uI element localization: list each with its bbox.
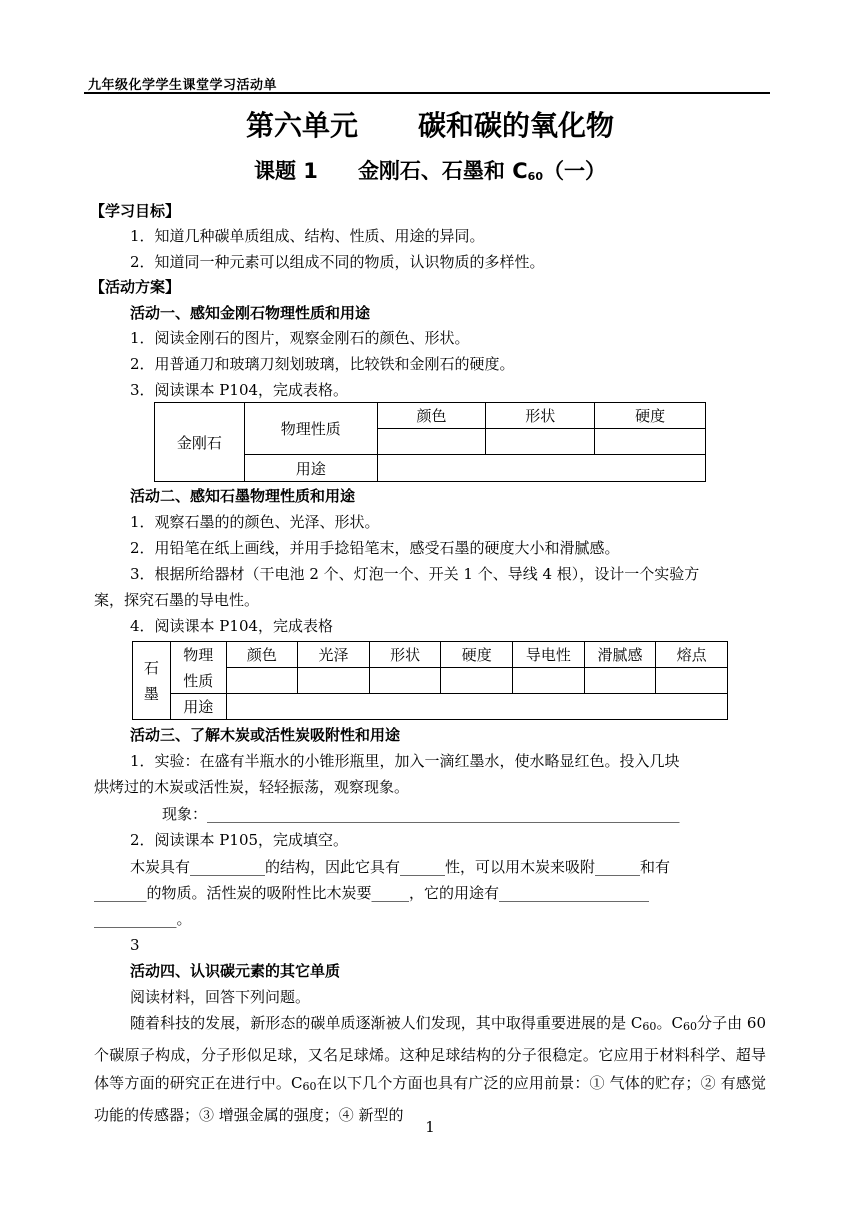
fill-blank-line[interactable]: 木炭具有__________的结构，因此它具有______性，可以用木炭来吸附______和有	[130, 858, 671, 876]
activity2-title: 活动二、感知石墨物理性质和用途	[130, 487, 356, 505]
answer-cell[interactable]	[486, 429, 595, 455]
diamond-table	[154, 402, 706, 482]
page-subtitle	[0, 155, 860, 185]
subtitle-part3: （一）	[542, 159, 606, 183]
answer-cell[interactable]	[377, 455, 705, 482]
activity2-step: 案，探究石墨的导电性。	[94, 591, 260, 609]
activity1-title: 活动一、感知金刚石物理性质和用途	[130, 304, 371, 322]
page-header: 九年级化学学生课堂学习活动单	[88, 78, 278, 93]
use-label: 用途	[170, 694, 226, 720]
activity1-step: 1．阅读金刚石的图片，观察金刚石的颜色、形状。	[130, 329, 470, 347]
physical-props-label: 物理性质	[244, 403, 377, 455]
subtitle-lesson: 课题 1	[254, 159, 318, 183]
activity3-line: 烘烤过的木炭或活性炭，轻轻振荡，观察现象。	[94, 778, 410, 796]
answer-cell[interactable]	[226, 668, 298, 694]
answer-cell[interactable]	[298, 668, 370, 694]
column-header: 硬度	[441, 642, 513, 668]
column-header: 光泽	[298, 642, 370, 668]
subtitle-topic: 金刚石、石墨和 C	[357, 159, 528, 183]
title-unit: 第六单元	[245, 109, 358, 142]
passage-text: 分子由 60 个碳原子构成，分子形似足球，又名足球烯。这种足球结构的分子很稳定。它应用于材料科学、超导体等方面的研究正在进行中。C	[94, 1014, 766, 1092]
activity3-line: 1．实验：在盛有半瓶水的小锥形瓶里，加入一滴红墨水，使水略显红色。投入几块	[130, 752, 680, 770]
column-header: 形状	[369, 642, 441, 668]
passage-text: 。C	[656, 1014, 683, 1032]
fill-blank-line[interactable]: ___________。	[94, 910, 192, 928]
activity2-step: 1．观察石墨的的颜色、光泽、形状。	[130, 513, 380, 531]
activity2-step: 4．阅读课本 P104，完成表格	[130, 617, 334, 635]
passage-text: 在以下几个方面也具有广泛的应用前景：① 气体的贮存；② 有感觉功能的传感器；③ 增强金属的强度；④ 新型的	[94, 1074, 766, 1124]
plan-heading: 【活动方案】	[90, 278, 181, 296]
answer-cell[interactable]	[377, 429, 486, 455]
physical-props-label-1: 物理	[170, 642, 226, 668]
passage-text: 随着科技的发展，新形态的碳单质逐渐被人们发现，其中取得重要进展的是 C	[130, 1014, 643, 1032]
activity4-intro: 阅读材料，回答下列问题。	[130, 988, 311, 1006]
column-header: 硬度	[595, 403, 706, 429]
column-header: 形状	[486, 403, 595, 429]
passage-subscript: 60	[302, 1080, 317, 1093]
goals-heading: 【学习目标】	[90, 202, 181, 220]
page-number: 1	[425, 1118, 435, 1136]
header-rule	[84, 92, 770, 94]
diamond-label: 金刚石	[155, 403, 245, 482]
activity3-title: 活动三、了解木炭或活性炭吸附性和用途	[130, 726, 401, 744]
graphite-label-char: 墨	[143, 684, 159, 703]
physical-props-label-2: 性质	[170, 668, 226, 694]
activity2-step: 3．根据所给器材（干电池 2 个、灯泡一个、开关 1 个、导线 4 根），设计一个实验方	[130, 565, 700, 583]
activity1-step: 2．用普通刀和玻璃刀刻划玻璃，比较铁和金刚石的硬度。	[130, 355, 515, 373]
activity3-line: 2．阅读课本 P105，完成填空。	[130, 831, 349, 849]
column-header: 滑腻感	[584, 642, 656, 668]
fill-blank-line[interactable]: _______的物质。活性炭的吸附性比木炭要_____，它的用途有____________________	[94, 884, 650, 902]
goal-item: 1．知道几种碳单质组成、结构、性质、用途的异同。	[130, 227, 485, 245]
subtitle-subscript: 60	[527, 170, 543, 183]
goal-item: 2．知道同一种元素可以组成不同的物质，认识物质的多样性。	[130, 253, 545, 271]
use-label: 用途	[244, 455, 377, 482]
graphite-label	[133, 642, 171, 720]
page-title	[0, 104, 860, 144]
passage-subscript: 60	[642, 1020, 657, 1033]
column-header: 颜色	[226, 642, 298, 668]
answer-cell[interactable]	[513, 668, 585, 694]
answer-cell[interactable]	[226, 694, 727, 720]
activity4-title: 活动四、认识碳元素的其它单质	[130, 962, 341, 980]
activity1-step: 3．阅读课本 P104，完成表格。	[130, 381, 349, 399]
answer-cell[interactable]	[441, 668, 513, 694]
answer-cell[interactable]	[369, 668, 441, 694]
column-header: 导电性	[513, 642, 585, 668]
stray-number: 3	[130, 936, 140, 954]
title-topic: 碳和碳的氧化物	[418, 109, 615, 142]
graphite-table	[132, 641, 728, 720]
activity2-step: 2．用铅笔在纸上画线，并用手捻铅笔末，感受石墨的硬度大小和滑腻感。	[130, 539, 620, 557]
column-header: 颜色	[377, 403, 486, 429]
observation-blank[interactable]: 现象：_______________________________________________________________	[162, 805, 680, 823]
answer-cell[interactable]	[595, 429, 706, 455]
answer-cell[interactable]	[656, 668, 728, 694]
reading-passage	[94, 1009, 766, 1129]
column-header: 熔点	[656, 642, 728, 668]
graphite-label-char: 石	[143, 658, 159, 677]
passage-subscript: 60	[682, 1020, 697, 1033]
answer-cell[interactable]	[584, 668, 656, 694]
